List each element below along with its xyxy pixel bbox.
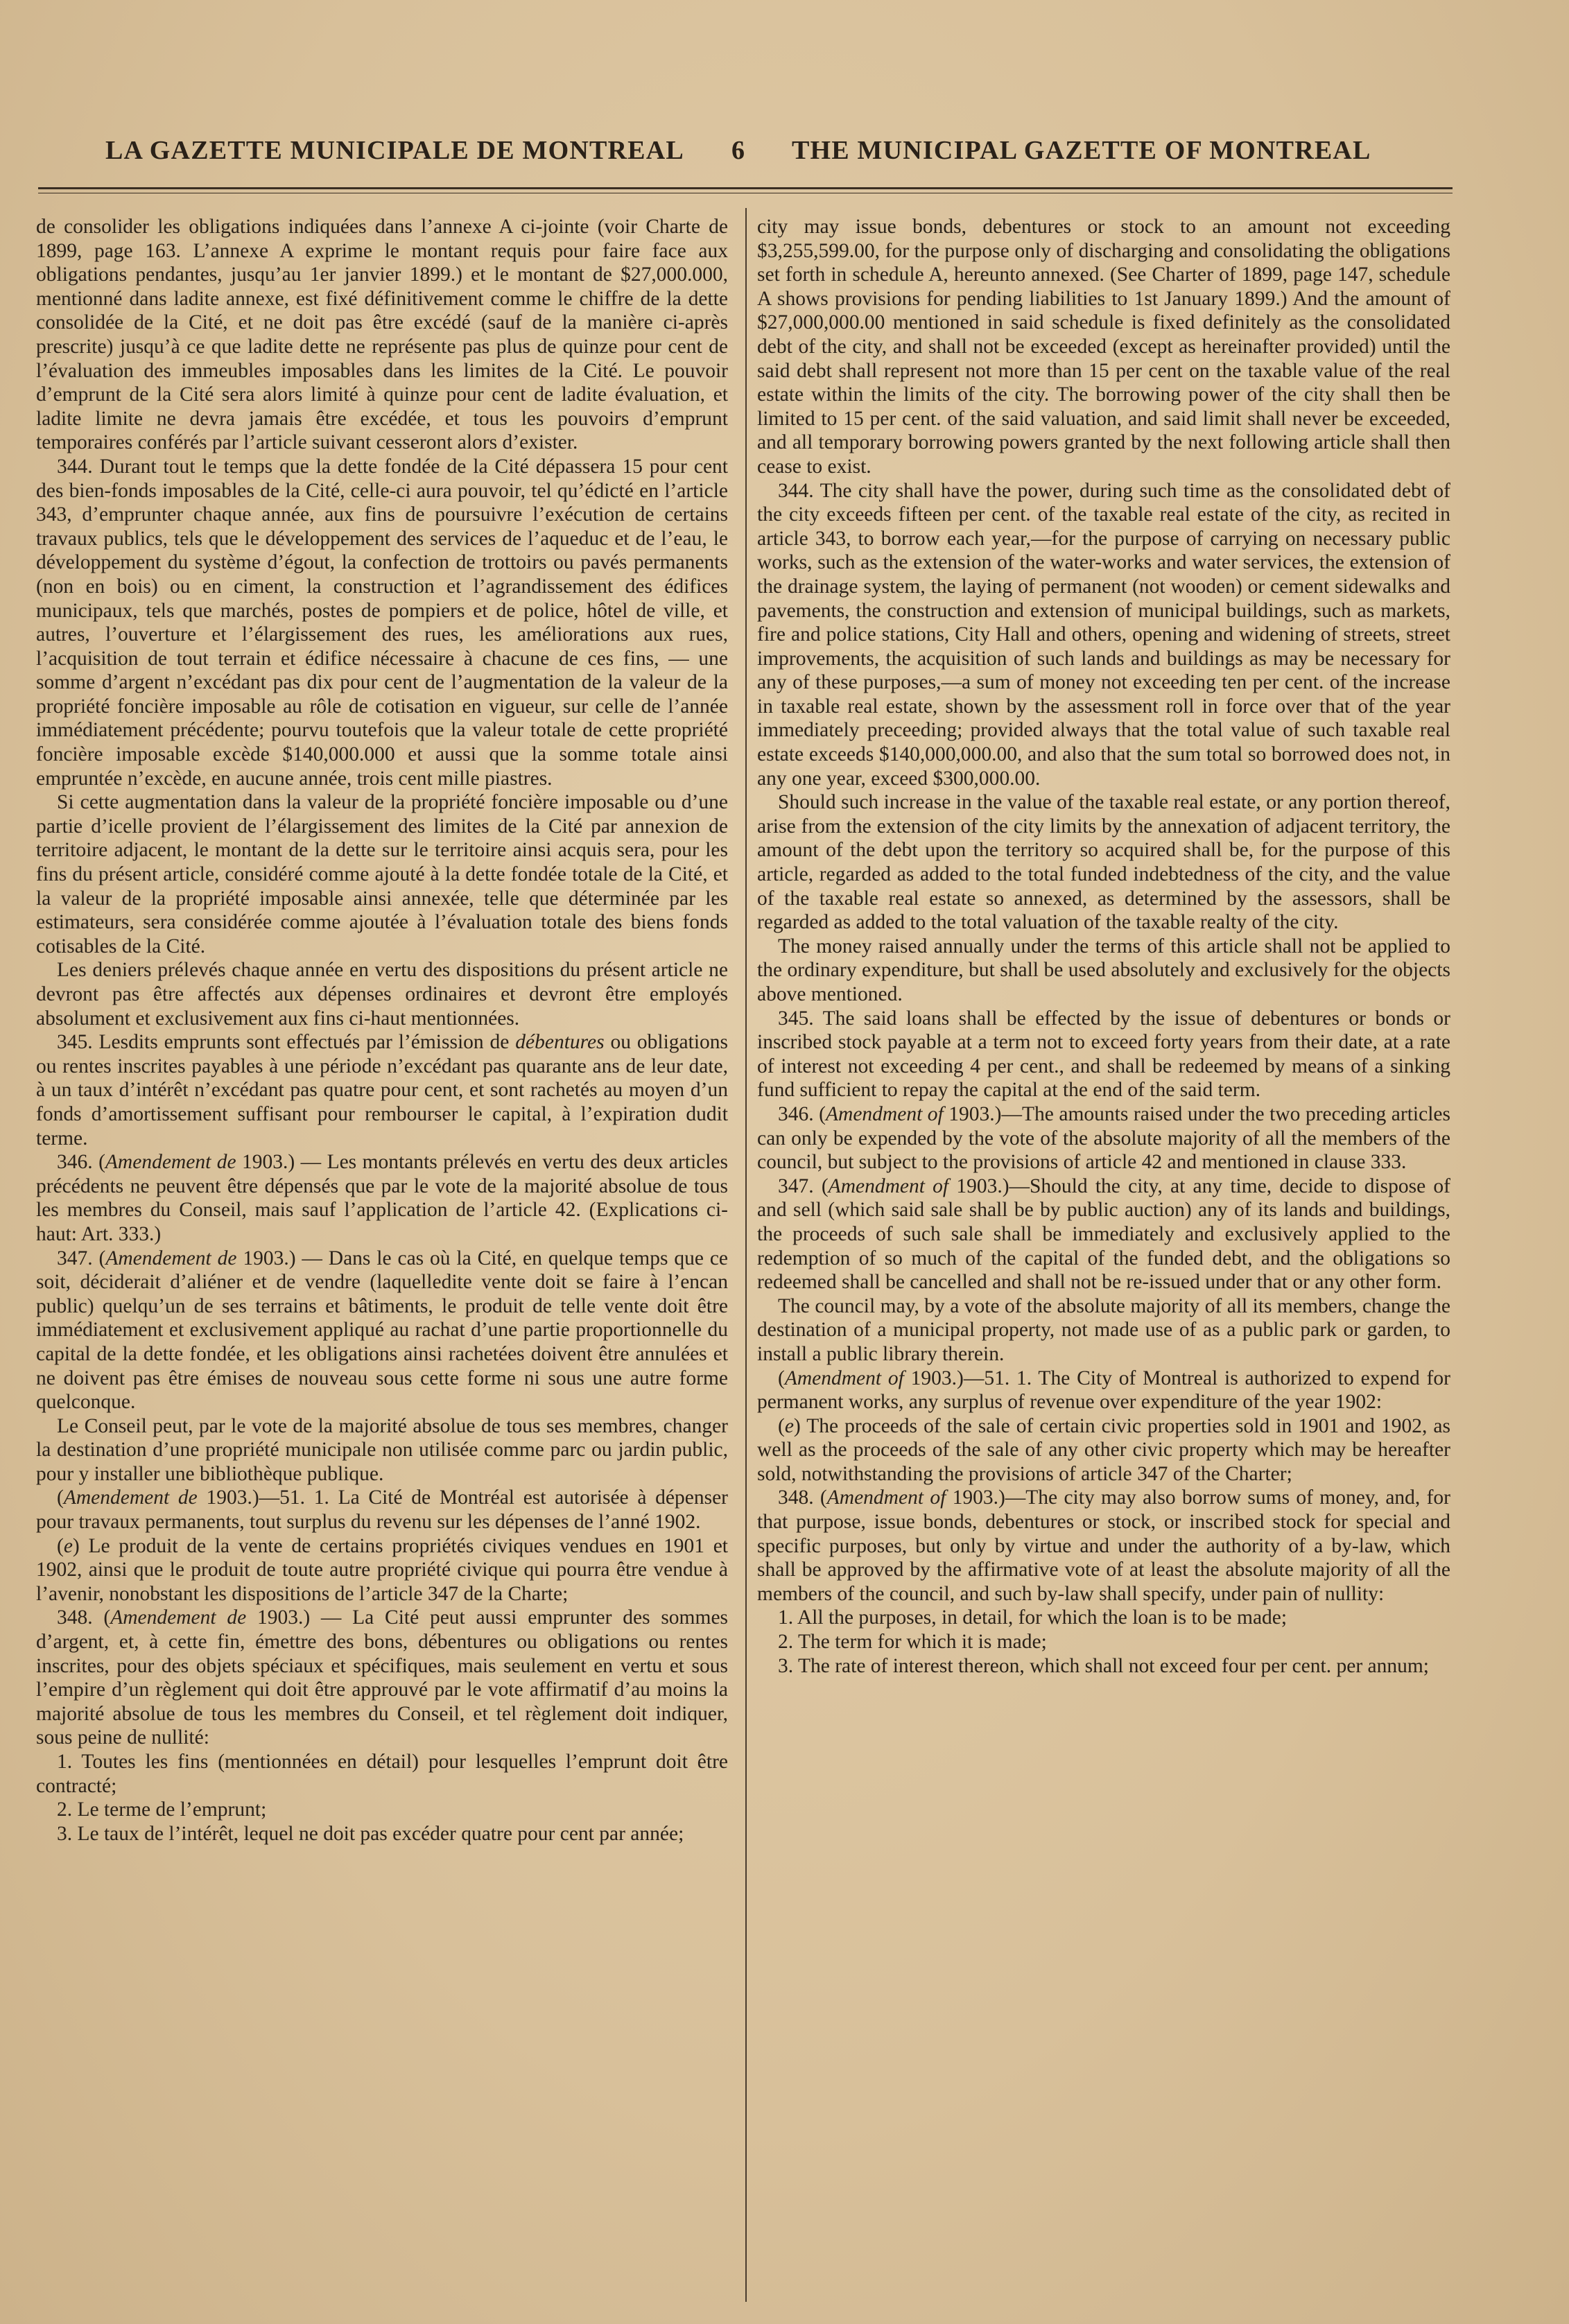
- paragraph: 345. The said loans shall be effected by the issue of debentures or bonds or inscribed stock payable at a term not to exceed forty years from their date, at a rate of interest not exceeding 4 per cent., and shall be redeemed by means of a sinking fund sufficient to repay the capital at the end of the said term.: [757, 1007, 1450, 1102]
- paragraph: city may issue bonds, debentures or stock to an amount not exceeding $3,255,599.00, for the purpose only of discharging and consolidating the obligations set forth in schedule A, hereunto annexed. (See Charter of 1899, page 147, schedule A shows provisions for pending liabilities to 1st January 1899.) And the amount of $27,000,000.00 mentioned in said schedule is fixed definitely as the consolidated debt of the city, and shall not be exceeded (except as hereinafter provided) until the said debt shall represent not more than 15 per cent on the taxable value of the real estate within the limits of the city. The borrowing power of the city shall then be limited to 15 per cent. of the said valuation, and said limit shall never be exceeded, and all temporary borrowing powers granted by the next following article shall then cease to exist.: [757, 216, 1450, 478]
- italic-term: Amendment of: [826, 1486, 946, 1509]
- paragraph-lead: 346. (: [778, 1102, 826, 1125]
- paragraph: 3. Le taux de l’intérêt, lequel ne doit pas excéder quatre pour cent par année;: [57, 1822, 684, 1845]
- paragraph-lead: 347. (: [778, 1174, 829, 1197]
- paragraph-lead: 348. (: [778, 1486, 827, 1509]
- paragraph-lead: (: [778, 1367, 785, 1389]
- paragraph: [36, 1606, 728, 1750]
- column-divider: [745, 208, 747, 2302]
- paragraph: [757, 1414, 1450, 1486]
- paragraph-rest: 1903.) — La Cité peut aussi emprunter des sommes d’argent, et, à cette fin, émettre des bons, débentures ou obligations ou rentes inscrites, pour des objets spéciaux et spécifiques, mais seulement en vertu et sous l’empire d’un règlement qui doit être approuvé par le vote affirmatif d’au moins la majorité absolue de tous les membres du Conseil, et tel règlement doit indiquer, sous peine de nullité:: [36, 1606, 728, 1749]
- italic-term: Amendement de: [63, 1486, 198, 1509]
- paragraph-lead: 347. (: [57, 1247, 106, 1269]
- paragraph: 1. Toutes les fins (mentionnées en détail) pour lesquelles l’emprunt doit être contracté;: [36, 1751, 728, 1797]
- paragraph: de consolider les obligations indiquées dans l’annexe A ci-jointe (voir Charte de 1899, page 163. L’annexe A exprime le montant requis pour faire face aux obligations pendantes, jusqu’au 1er janvier 1899.) et le montant de $27,000.000, mentionné dans ladite annexe, est fixé définitivement comme le chiffre de la dette consolidée de la Cité, et ne doit pas être excédé (sauf de la manière ci-après prescrite) jusqu’à ce que ladite dette ne représente pas plus de quinze pour cent de l’évaluation des immeubles imposables dans les limites de la Cité. Le pouvoir d’emprunt de la Cité sera alors limité à quinze pour cent de ladite évaluation, et ladite limite ne devra jamais être excédée, et tous les pouvoirs d’emprunt temporaires conférés par l’article suivant cesseront alors d’exister.: [36, 216, 728, 454]
- page-header: [0, 135, 1569, 170]
- paragraph: [36, 1247, 728, 1414]
- paragraph: 344. Durant tout le temps que la dette fondée de la Cité dépassera 15 pour cent des bien-fonds imposables de la Cité, celle-ci aura pouvoir, tel qu’édicté en l’article 343, d’emprunter chaque année, aux fins de poursuivre l’exécution de certains travaux publics, tels que le développement des services de l’aqueduc et de l’eau, le développement du système d’égout, la confection de trottoirs ou pavés permanents (non en bois) ou en ciment, la construction et l’agrandissement des édifices municipaux, tels que marchés, postes de pompiers et de police, hôtel de ville, et autres, l’ouverture et l’élargissement des rues, les améliorations aux rues, l’acquisition de tout terrain et édifice nécessaire à chacune de ces fins, — une somme d’argent n’excédant pas dix pour cent de l’augmentation de la valeur de la propriété foncière imposable au rôle de cotisation en vigueur, sur celle de l’année immédiatement précédente; pourvu toutefois que la valeur totale de cette propriété foncière imposable excède $140,000.000 et aussi que la somme totale ainsi empruntée n’excède, en aucune année, trois cent mille piastres.: [36, 455, 728, 790]
- paragraph-rest: 1903.)—The city may also borrow sums of money, and, for that purpose, issue bonds, debentures or stock, or inscribed stock for special and specific purposes, but only by virtue and under the authority of a by-law, which shall be approved by the affirmative vote of at least the absolute majority of all the members of the council, and such by-law shall specify, under pain of nullity:: [757, 1486, 1450, 1605]
- paragraph-rest: ) The proceeds of the sale of certain civic properties sold in 1901 and 1902, as well as the proceeds of the sale of any other civic property which may be hereafter sold, notwithstanding the provisions of article 347 of the Charter;: [757, 1414, 1450, 1485]
- paragraph: 1. All the purposes, in detail, for which the loan is to be made;: [778, 1606, 1288, 1629]
- paragraph: [36, 1486, 728, 1534]
- italic-term: e: [63, 1534, 73, 1557]
- italic-term: débentures: [515, 1031, 605, 1054]
- paragraph-lead: 345. Lesdits emprunts sont effectués par l’émission de: [57, 1031, 516, 1054]
- paragraph-lead: 346. (: [57, 1151, 105, 1174]
- italic-term: e: [784, 1414, 794, 1437]
- paragraph: [757, 1102, 1450, 1174]
- paragraph: 3. The rate of interest thereon, which shall not exceed four per cent. per annum;: [778, 1654, 1430, 1677]
- italic-term: Amendement de: [105, 1247, 237, 1269]
- header-rule: [38, 187, 1453, 189]
- paragraph-rest: 1903.)—51. 1. La Cité de Montréal est autorisée à dépenser pour travaux permanents, tout surplus du revenu sur les dépenses de l’anné 1902.: [36, 1486, 728, 1534]
- english-column: [757, 215, 1450, 2309]
- paragraph: Le Conseil peut, par le vote de la majorité absolue de tous ses membres, changer la destination d’une propriété municipale non utilisée comme parc ou jardin public, pour y installer une bibliothèque publique.: [36, 1414, 728, 1485]
- italic-term: Amendment of: [826, 1102, 944, 1125]
- paragraph: [757, 1486, 1450, 1606]
- paragraph: 2. The term for which it is made;: [778, 1631, 1047, 1654]
- paragraph: 344. The city shall have the power, during such time as the consolidated debt of the city exceeds fifteen per cent. of the taxable real estate of the city, as recited in article 343, to borrow each year,—for the purpose of carrying on necessary public works, such as the extension of the water-works and water services, the extension of the drainage system, the laying of permanent (not wooden) or cement sidewalks and pavements, the construction and extension of municipal buildings, such as markets, fire and police stations, City Hall and others, opening and widening of streets, street improvements, the acquisition of such lands and buildings as may be necessary for any of these purposes,—a sum of money not exceeding ten per cent. of the increase in taxable real estate, shown by the assessment roll in force over that of the year immediately preceeding; provided always that the total value of such taxable real estate exceeds $140,000,000.00, and also that the sum total so borrowed does not, in any one year, exceed $300,000.00.: [757, 479, 1450, 790]
- paragraph-rest: 1903.) — Dans le cas où la Cité, en quelque temps que ce soit, déciderait d’aliéner et de vendre (laquelledite vente doit se faire à l’encan public) quelqu’un de ses terrains et bâtiments, le produit de telle vente doit être immédiatement et exclusivement appliqué au rachat d’une partie proportionnelle du capital de la dette fondée, et les obligations ainsi rachetées doivent être annulées et ne doivent pas être émises de nouveau sous cette forme ni sous une autre forme quelconque.: [36, 1247, 728, 1414]
- paragraph-rest: 1903.)—51. 1. The City of Montreal is authorized to expend for permanent works, any surplus of revenue over expenditure of the year 1902:: [757, 1367, 1450, 1414]
- paragraph: The council may, by a vote of the absolute majority of all its members, change the destination of a municipal property, not made use of as a public park or garden, to install a public library therein.: [757, 1294, 1450, 1365]
- page-number: 6: [731, 136, 745, 165]
- paragraph-rest: ) Le produit de la vente de certains propriétés civiques vendues en 1901 et 1902, ainsi que le produit de toute autre propriété civique qui pourra être vendue à l’avenir, nonobstant les dispositions de l’article 347 de la Charte;: [36, 1534, 728, 1605]
- header-english-title: THE MUNICIPAL GAZETTE OF MONTREAL: [792, 136, 1371, 165]
- paragraph: [757, 1174, 1450, 1294]
- french-column: [36, 215, 728, 2309]
- paragraph-lead: (: [778, 1414, 785, 1437]
- italic-term: Amendment of: [784, 1367, 904, 1389]
- italic-term: Amendment of: [828, 1174, 949, 1197]
- paragraph: The money raised annually under the terms of this article shall not be applied to the ordinary expenditure, but shall be used absolutely and exclusively for the objects above mentioned.: [757, 935, 1450, 1005]
- paragraph: [36, 1534, 728, 1606]
- paragraph-lead: (: [57, 1534, 64, 1557]
- paragraph-rest: 1903.)—The amounts raised under the two preceding articles can only be expended by the vote of the absolute majority of all the members of the council, but subject to the provisions of article 42 and mentioned in clause 333.: [757, 1102, 1450, 1174]
- paragraph: [36, 1030, 728, 1150]
- paragraph-rest: ou obligations ou rentes inscrites payables à une période n’excédant pas quarante ans de leur date, à un taux d’intérêt n’excédant pas quatre pour cent, et sont rachetés au moyen d’un fonds d’amortissement suffisant pour rembourser le capital, à l’expiration dudit terme.: [36, 1031, 728, 1150]
- paragraph-lead: 348. (: [57, 1606, 111, 1629]
- header-french-title: LA GAZETTE MUNICIPALE DE MONTREAL: [105, 136, 684, 165]
- paragraph-rest: 1903.) — Les montants prélevés en vertu des deux articles précédents ne peuvent être dépensés que par le vote de la majorité absolue de tous les membres du Conseil, mais sauf l’application de l’article 42. (Explications ci-haut: Art. 333.): [36, 1151, 728, 1245]
- paragraph: Les deniers prélevés chaque année en vertu des dispositions du présent article ne devront pas être affectés aux dépenses ordinaires et devront être employés absolument et exclusivement aux fins ci-haut mentionnées.: [36, 959, 728, 1030]
- italic-term: Amendement de: [110, 1606, 247, 1629]
- paragraph-rest: 1903.)—Should the city, at any time, decide to dispose of and sell (which said sale shall be by public auction) any of its lands and buildings, the proceeds of such sale shall be immediately and exclusively applied to the redemption of so much of the capital of the funded debt, and the obligations so redeemed shall be cancelled and shall not be re-issued under that or any other form.: [757, 1174, 1450, 1294]
- paragraph: [757, 1367, 1450, 1414]
- paragraph: [36, 1150, 728, 1246]
- italic-term: Amendement de: [105, 1151, 236, 1174]
- paragraph: Si cette augmentation dans la valeur de la propriété foncière imposable ou d’une partie d’icelle provient de l’élargissement des limites de la Cité par annexion de territoire adjacent, le montant de la dette sur le territoire ainsi acquis sera, pour les fins du présent article, considéré comme ajouté à la dette fondée totale de la Cité, et la valeur de la propriété imposable ainsi annexée, telle que déterminée par les estimateurs, sera considérée comme ajoutée à l’évaluation totale des biens fonds cotisables de la Cité.: [36, 791, 728, 957]
- paragraph: 2. Le terme de l’emprunt;: [57, 1798, 267, 1821]
- paragraph: Should such increase in the value of the taxable real estate, or any portion thereof, arise from the extension of the city limits by the annexation of adjacent territory, the amount of the debt upon the territory so acquired shall be, for the purpose of this article, regarded as added to the total funded indebtedness of the city, and the value of the taxable real estate so annexed, as determined by the assessors, shall be regarded as added to the total valuation of the taxable realty of the city.: [757, 791, 1450, 934]
- paragraph-lead: (: [57, 1486, 64, 1509]
